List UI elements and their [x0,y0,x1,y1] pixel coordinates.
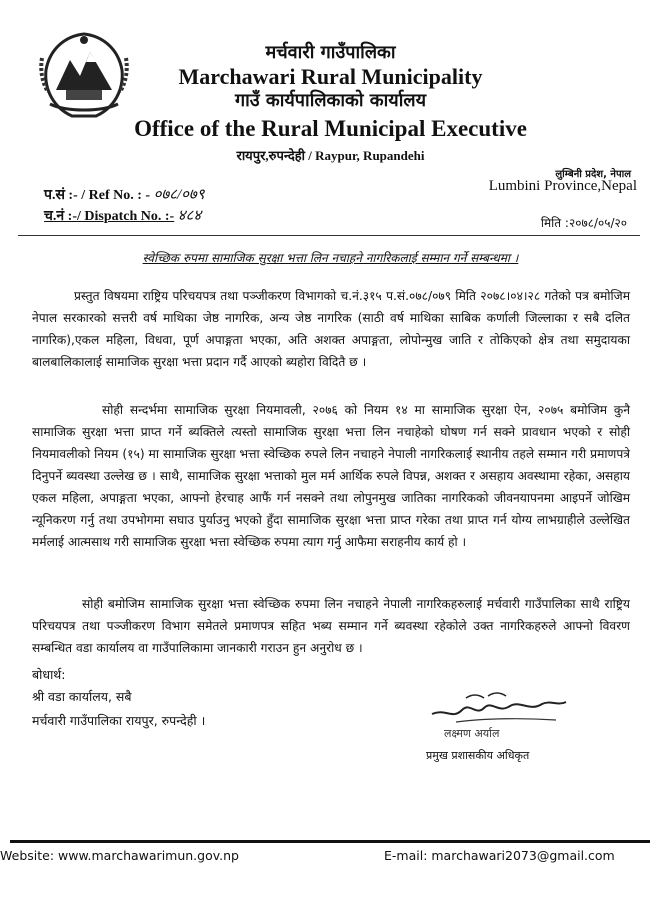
footer-email: E-mail: marchawari2073@gmail.com [384,848,615,863]
dispatch-label: च.नं :-/ Dispatch No. :- [44,209,175,224]
ref-label: प.सं :- / Ref No. : - [44,188,151,203]
header-divider [18,235,640,236]
office-name-english: Office of the Rural Municipal Executive [134,116,527,141]
cc-line-1: श्री वडा कार्यालय, सबै [32,689,132,704]
province-nepali: लुम्बिनी प्रदेश, नेपाल [555,169,631,180]
municipality-name-nepali: मर्चवारी गाउँपालिका [265,42,396,63]
footer-website: Website: www.marchawarimun.gov.np [0,848,239,863]
cc-line-2: मर्चवारी गाउँपालिका रायपुर, रुपन्देही । [32,713,206,728]
province-english: Lumbini Province,Nepal [488,178,637,194]
letter-date: मिति :२०७८/०५/२० [540,216,627,230]
footer-divider [10,840,650,843]
cc-label: बोधार्थ: [32,667,66,682]
ref-value: ०७८/०७९ [153,187,205,203]
dispatch-number [44,205,201,225]
handwritten-signature [426,690,576,750]
dispatch-value: ४८४ [177,208,202,224]
municipality-name-english: Marchawari Rural Municipality [178,64,483,89]
reference-number [44,184,205,204]
body-paragraph-1: प्रस्तुत विषयमा राष्ट्रिय परिचयपत्र तथा पञ्जीकरण विभागको च.नं.३१५ प.सं.०७८/०७९ मिति २०७८।०४।२८ गतेको पत्र बमोजिम नेपाल सरकारको सत्तरी वर्ष माथिका जेष्ठ नागरिक, अन्य जेष्ठ नागरिक (साठी वर्ष माथिका साबिक कर्णाली जिल्लाका र सबै दलित नागरिक),एकल महिला, विधवा, पूर्ण अपाङ्गता भएका, अति अशक्त अपाङ्गता, लोपोन्मुख जाति र तोकिएको क्षेत्र तथा समुदायका बालबालिकालाई सामाजिक सुरक्षा भत्ता प्रदान गर्दै आएको ब्यहोरा विदितै छ । [32,289,630,369]
address: रायपुर,रुपन्देही / Raypur, Rupandehi [236,148,425,163]
signatory-title: प्रमुख प्रशासकीय अधिकृत [426,749,530,762]
body-paragraph-2: सोही सन्दर्भमा सामाजिक सुरक्षा नियमावली, २०७६ को नियम १४ मा सामाजिक सुरक्षा ऐन, २०७५ बमोजिम कुनै सामाजिक सुरक्षा भत्ता प्राप्त गर्ने ब्यक्तिले त्यस्तो सामाजिक सुरक्षा भत्ता लिन नचाहेको घोषण गर्न सक्ने प्रावधान भएको र सोही नियमावलीको नियम (१५) मा सामाजिक सुरक्षा भत्ता स्वेच्छिक रुपले लिन नचाहने नेपाली नागरिकलाई स्थानीय तहले सम्मान गरी प्रमाणपत्रे दिनुपर्ने ब्यवस्था उल्लेख छ । साथै, सामाजिक सुरक्षा भत्ताको मुल मर्म आर्थिक रुपले विपन्न, अशक्त र असहाय अवस्थामा रहेका, असहाय एकल महिला, अपाङ्गता भएका, आफ्नो हेरचाह आफैं गर्न नसक्ने तथा लोपुनमुख जातिका नागरिकको जीवनयापनमा आइपर्ने जोखिम न्यूनिकरण गर्नु तथा उपभोगमा सघाउ पुर्याउनु भएको हुँदा सामाजिक सुरक्षा भत्ता प्राप्त गरेका तथा प्राप्त गर्न योग्य लाभग्राहीले उल्लेखित मर्मलाई आत्मसाथ गरी सामाजिक सुरक्षा भत्ता स्वेच्छिक रुपमा त्याग गर्नु आफैमा सराहनीय कार्य हो । [32,403,630,549]
letter-subject: स्वेच्छिक रुपमा सामाजिक सुरक्षा भत्ता लिन नचाहने नागरिकलाई सम्मान गर्ने सम्बन्धमा । [142,251,519,265]
office-name-nepali: गाउँ कार्यपालिकाको कार्यालय [234,90,427,111]
signatory-name: लक्ष्मण अर्याल [444,727,500,740]
body-paragraph-3: सोही बमोजिम सामाजिक सुरक्षा भत्ता स्वेच्छिक रुपमा लिन नचाहने नेपाली नागरिकहरुलाई मर्चवारी गाउँपालिका साथै राष्ट्रिय परिचयपत्र तथा पञ्जीकरण विभाग समेतले प्रमाणपत्र सहित भब्य सम्मान गर्ने ब्यवस्था रहेकोले उक्त नागरिकहरुले आफ्नो विवरण सम्बन्धित वडा कार्यालय वा गाउँपालिकामा जानकारी गराउन हुन अनुरोध छ । [32,597,630,655]
